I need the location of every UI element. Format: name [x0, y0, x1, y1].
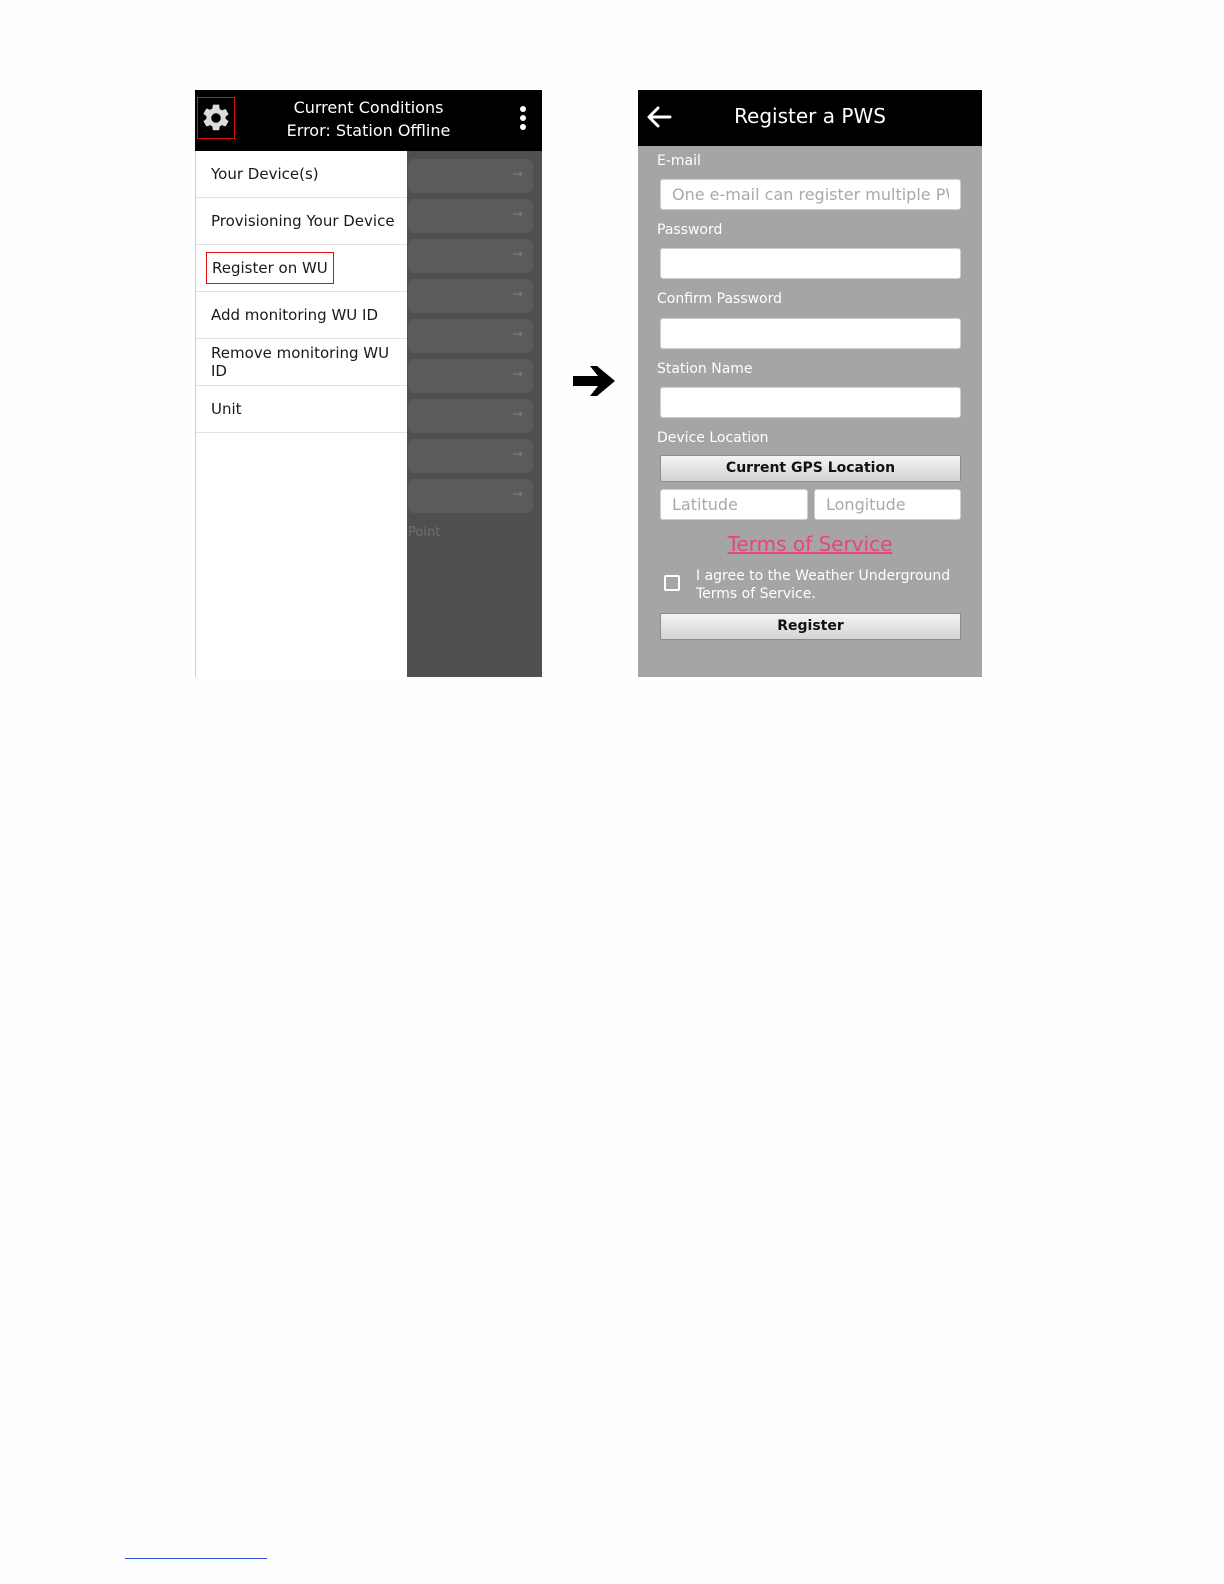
chevron-right-icon: → [512, 287, 523, 302]
password-field[interactable] [660, 248, 961, 279]
app-header [195, 90, 542, 151]
page-title: Register a PWS [734, 104, 886, 128]
menu-item-label: Your Device(s) [211, 165, 319, 183]
background-row [408, 479, 533, 513]
terms-of-service-link[interactable]: Terms of Service [727, 532, 893, 556]
background-row [408, 319, 533, 353]
chevron-right-icon: → [512, 487, 523, 502]
menu-item-remove-monitoring[interactable] [196, 339, 407, 386]
header-title: Current Conditions [293, 98, 444, 117]
chevron-right-icon: → [512, 167, 523, 182]
footnote-separator [125, 1558, 267, 1559]
menu-item-register-on-wu[interactable] [196, 245, 407, 292]
password-label: Password [657, 222, 723, 238]
confirm-password-label: Confirm Password [657, 291, 783, 307]
menu-item-label: Unit [211, 400, 242, 418]
gear-icon [200, 102, 232, 134]
header-titles [235, 96, 502, 142]
chevron-right-icon: → [512, 207, 523, 222]
station-name-field[interactable] [660, 387, 961, 418]
settings-button[interactable] [197, 97, 235, 139]
menu-item-your-devices[interactable] [196, 151, 407, 198]
background-row [408, 399, 533, 433]
agree-checkbox[interactable] [664, 575, 680, 591]
menu-item-add-monitoring[interactable] [196, 292, 407, 339]
right-arrow-icon [571, 362, 617, 400]
agree-label: I agree to the Weather Underground Terms of Service. [696, 568, 951, 602]
menu-item-label: Provisioning Your Device [211, 212, 395, 230]
back-arrow-icon[interactable] [644, 102, 674, 132]
background-row [408, 199, 533, 233]
kebab-menu-icon[interactable] [517, 106, 529, 136]
navigation-drawer [195, 151, 407, 677]
current-gps-location-button[interactable]: Current GPS Location [660, 455, 961, 482]
background-row [408, 239, 533, 273]
header-status: Error: Station Offline [286, 121, 451, 140]
device-location-label: Device Location [657, 430, 769, 446]
email-label: E-mail [657, 153, 701, 169]
background-row [408, 439, 533, 473]
menu-item-label: Add monitoring WU ID [211, 306, 379, 324]
menu-item-label: Register on WU [206, 252, 334, 284]
background-row [408, 159, 533, 193]
longitude-field[interactable] [814, 489, 961, 520]
register-pws-screen [638, 90, 982, 677]
station-name-label: Station Name [657, 361, 753, 377]
background-label: Point [408, 525, 441, 540]
menu-item-label: Remove monitoring WU ID [211, 344, 390, 380]
app-header [638, 90, 982, 146]
latitude-field[interactable] [660, 489, 808, 520]
chevron-right-icon: → [512, 327, 523, 342]
chevron-right-icon: → [512, 447, 523, 462]
chevron-right-icon: → [512, 367, 523, 382]
chevron-right-icon: → [512, 247, 523, 262]
current-conditions-screen [195, 90, 542, 677]
menu-item-provisioning[interactable] [196, 198, 407, 245]
email-field[interactable] [660, 179, 961, 210]
chevron-right-icon: → [512, 407, 523, 422]
menu-item-unit[interactable] [196, 386, 407, 433]
register-button[interactable]: Register [660, 613, 961, 640]
confirm-password-field[interactable] [660, 318, 961, 349]
background-row [408, 359, 533, 393]
background-row [408, 279, 533, 313]
